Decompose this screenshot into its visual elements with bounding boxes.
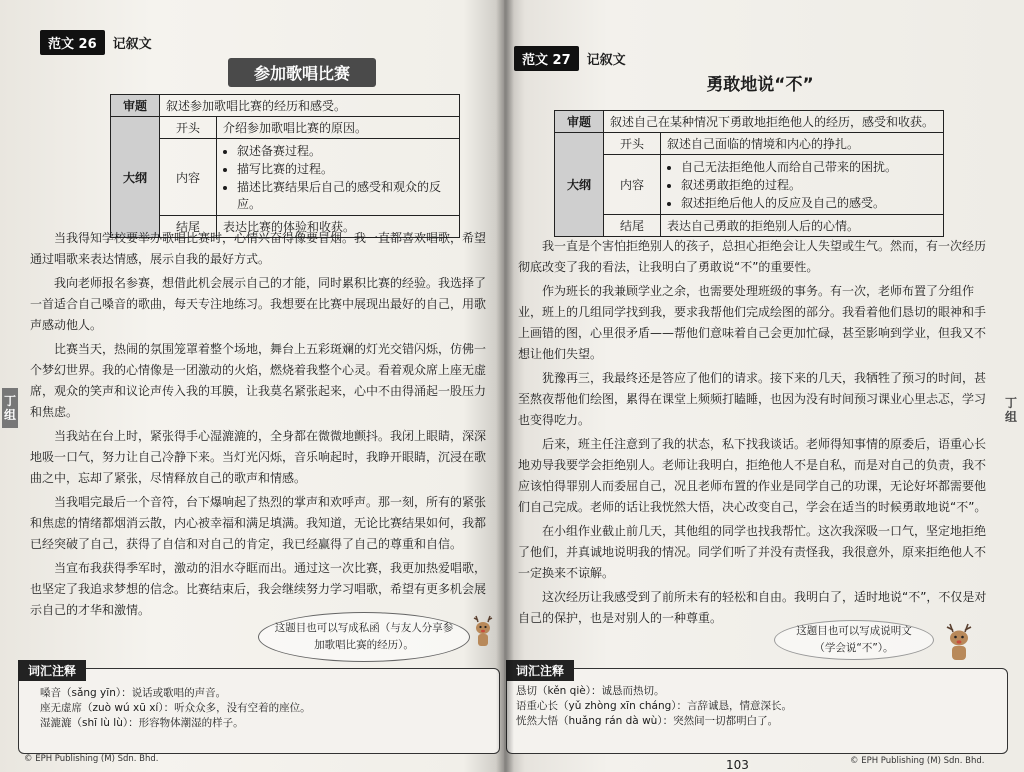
neirong-label: 内容 <box>604 155 661 215</box>
jiewei-label: 结尾 <box>160 216 217 238</box>
jiewei-label: 结尾 <box>604 215 661 237</box>
kaitou-label: 开头 <box>604 133 661 155</box>
shenti-text: 叙述自己在某种情况下勇敢地拒绝他人的经历，感受和收获。 <box>604 111 944 133</box>
paragraph: 这次经历让我感受到了前所未有的轻松和自由。我明白了，适时地说“不”，不仅是对自己的保护，也是对别人的一种尊重。 <box>518 590 987 625</box>
neirong-item: • 描述比赛结果后自己的感受和观众的反应。 <box>237 178 453 212</box>
kaitou-label: 开头 <box>160 117 217 139</box>
deer-mascot-icon <box>940 620 978 668</box>
neirong-list-cell <box>661 155 944 215</box>
side-tab: 丁组 <box>2 388 18 428</box>
deer-mascot-icon <box>470 612 496 654</box>
outline-table <box>554 110 944 237</box>
kaitou-text: 介绍参加歌唱比赛的原因。 <box>217 117 460 139</box>
essay-title: 勇敢地说“不” <box>706 75 814 95</box>
vocab-item: 恍然大悟（huǎng rán dà wù）：突然间一切都明白了。 <box>516 715 779 727</box>
essay-type: 记叙文 <box>586 53 626 68</box>
neirong-item: • 自己无法拒绝他人而给自己带来的困扰。 <box>681 158 937 175</box>
essay-body <box>30 228 492 624</box>
note-bubble: 这题目也可以写成说明文（学会说“不”）。 <box>774 620 934 660</box>
dagang-label: 大纲 <box>111 117 160 238</box>
outline-table <box>110 94 460 238</box>
vocab-list <box>516 684 792 729</box>
paragraph: 犹豫再三，我最终还是答应了他们的请求。接下来的几天，我牺牲了预习的时间，甚至熬夜帮他们绘图，累得在课堂上频频打瞌睡，也因为没有时间预习课业心里忐忑，学习也变得吃力。 <box>518 371 987 427</box>
vocab-item: 恳切（kěn qiè）：诚恳而热切。 <box>516 685 665 697</box>
paragraph: 我向老师报名参赛，想借此机会展示自己的才能，同时累积比赛的经验。我选择了一首适合自己嗓音的歌曲，每天专注地练习。我想要在比赛中展现出最好的自己，用歌声感动他人。 <box>30 276 487 332</box>
vocab-item: 嗓音（sǎng yīn）：说话或歌唱的声音。 <box>40 687 227 699</box>
paragraph: 后来，班主任注意到了我的状态，私下找我谈话。老师得知事情的原委后，语重心长地劝导我要学会拒绝别人。老师让我明白，拒绝他人不是自私，而是对自己的负责，我不应该怕得罪别人而委屈自己，况且老师布置的作业是同学自己的功课，无论好坏都需要他们自己完成。老师的话让我恍然大悟，决心改变自己，学会在适当的时候勇敢地说“不”。 <box>518 437 987 514</box>
kaitou-text: 叙述自己面临的情境和内心的挣扎。 <box>661 133 944 155</box>
paragraph: 当宣布我获得季军时，激动的泪水夺眶而出。通过这一次比赛，我更加热爱唱歌，也坚定了我追求梦想的信念。比赛结束后，我会继续努力学习唱歌，希望有更多机会展示自己的才华和激情。 <box>30 561 487 617</box>
paragraph: 作为班长的我兼顾学业之余，也需要处理班级的事务。有一次，老师布置了分组作业，班上的几组同学找到我，要求我帮他们完成绘图的部分。我看着他们恳切的眼神和手上画错的图，心里很矛盾——帮他们意味着自己会更加忙碌，甚至影响到学业，但我又不想让他们失望。 <box>518 284 987 361</box>
essay-body <box>518 236 988 632</box>
right-page <box>504 0 1024 772</box>
neirong-item: • 叙述备赛过程。 <box>237 142 453 159</box>
vocab-title: 词汇注释 <box>18 660 86 681</box>
neirong-item: • 描写比赛的过程。 <box>237 160 453 177</box>
paragraph: 在小组作业截止前几天，其他组的同学也找我帮忙。这次我深吸一口气，坚定地拒绝了他们，并真诚地说明我的情况。同学们听了并没有责怪我，我很意外，原来拒绝他人不一定换来不谅解。 <box>518 524 987 580</box>
essay-type: 记叙文 <box>112 37 152 52</box>
note-bubble: 这题目也可以写成私函（与友人分享参加歌唱比赛的经历）。 <box>258 612 470 662</box>
essay-number: 范文 27 <box>514 46 579 71</box>
neirong-list <box>223 142 453 212</box>
shenti-text: 叙述参加歌唱比赛的经历和感受。 <box>160 95 460 117</box>
dagang-label: 大纲 <box>555 133 604 237</box>
essay-title: 参加歌唱比赛 <box>228 58 376 87</box>
essay-tag-26 <box>40 30 152 55</box>
vocab-item: 语重心长（yǔ zhòng xīn cháng）：言辞诚恳，情意深长。 <box>516 700 793 712</box>
vocab-item: 湿漉漉（shī lù lù）：形容物体潮湿的样子。 <box>40 717 244 729</box>
paragraph: 比赛当天，热闹的氛围笼罩着整个场地，舞台上五彩斑斓的灯光交错闪烁，仿佛一个梦幻世界。我的心情像是一团激动的火焰，燃烧着我整个心灵。看着观众席上座无虚席，观众的笑声和议论声传入我的耳膜，让我莫名紧张起来，心中不由得涌起一股压力和焦虑。 <box>30 342 487 419</box>
copyright-footer: © EPH Publishing (M) Sdn. Bhd. <box>850 756 985 766</box>
paragraph: 当我站在台上时，紧张得手心湿漉漉的，全身都在微微地颤抖。我闭上眼睛，深深地吸一口气，努力让自己冷静下来。当灯光闪烁，音乐响起时，我睁开眼睛，沉浸在歌曲之中，忘却了紧张，尽情释放自己的歌声和情感。 <box>30 429 487 485</box>
neirong-item: • 叙述勇敢拒绝的过程。 <box>681 176 937 193</box>
side-tab: 丁组 <box>1004 396 1017 424</box>
book-spine <box>496 0 514 772</box>
left-page <box>0 0 504 772</box>
jiewei-text: 表达比赛的体验和收获。 <box>217 216 460 238</box>
copyright-footer: © EPH Publishing (M) Sdn. Bhd. <box>24 754 159 764</box>
essay-number: 范文 26 <box>40 30 105 55</box>
neirong-list-cell <box>217 139 460 216</box>
shenti-label: 审题 <box>111 95 160 117</box>
paragraph: 我一直是个害怕拒绝别人的孩子，总担心拒绝会让人失望或生气。然而，有一次经历彻底改变了我的看法，让我明白了勇敢说“不”的重要性。 <box>518 239 987 274</box>
jiewei-text: 表达自己勇敢的拒绝别人后的心情。 <box>661 215 944 237</box>
neirong-item: • 叙述拒绝后他人的反应及自己的感受。 <box>681 194 937 211</box>
neirong-list <box>667 158 937 211</box>
page-number: 103 <box>726 758 749 772</box>
vocab-title: 词汇注释 <box>506 660 574 681</box>
vocab-item: 座无虚席（zuò wú xū xí）：听众众多，没有空着的座位。 <box>40 702 311 714</box>
neirong-label: 内容 <box>160 139 217 216</box>
paragraph: 当我得知学校要举办歌唱比赛时，心情兴奋得像要冒烟。我一直都喜欢唱歌，希望通过唱歌来表达情感，展示自我的最好方式。 <box>30 231 487 266</box>
shenti-label: 审题 <box>555 111 604 133</box>
vocab-list <box>40 686 311 731</box>
paragraph: 当我唱完最后一个音符，台下爆响起了热烈的掌声和欢呼声。那一刻，所有的紧张和焦虑的情绪都烟消云散，内心被幸福和满足填满。我知道，无论比赛结果如何，我都已经突破了自己，获得了自信和对自己的肯定，我已经赢得了自己的尊重和自信。 <box>30 495 487 551</box>
essay-tag-27 <box>514 46 626 71</box>
